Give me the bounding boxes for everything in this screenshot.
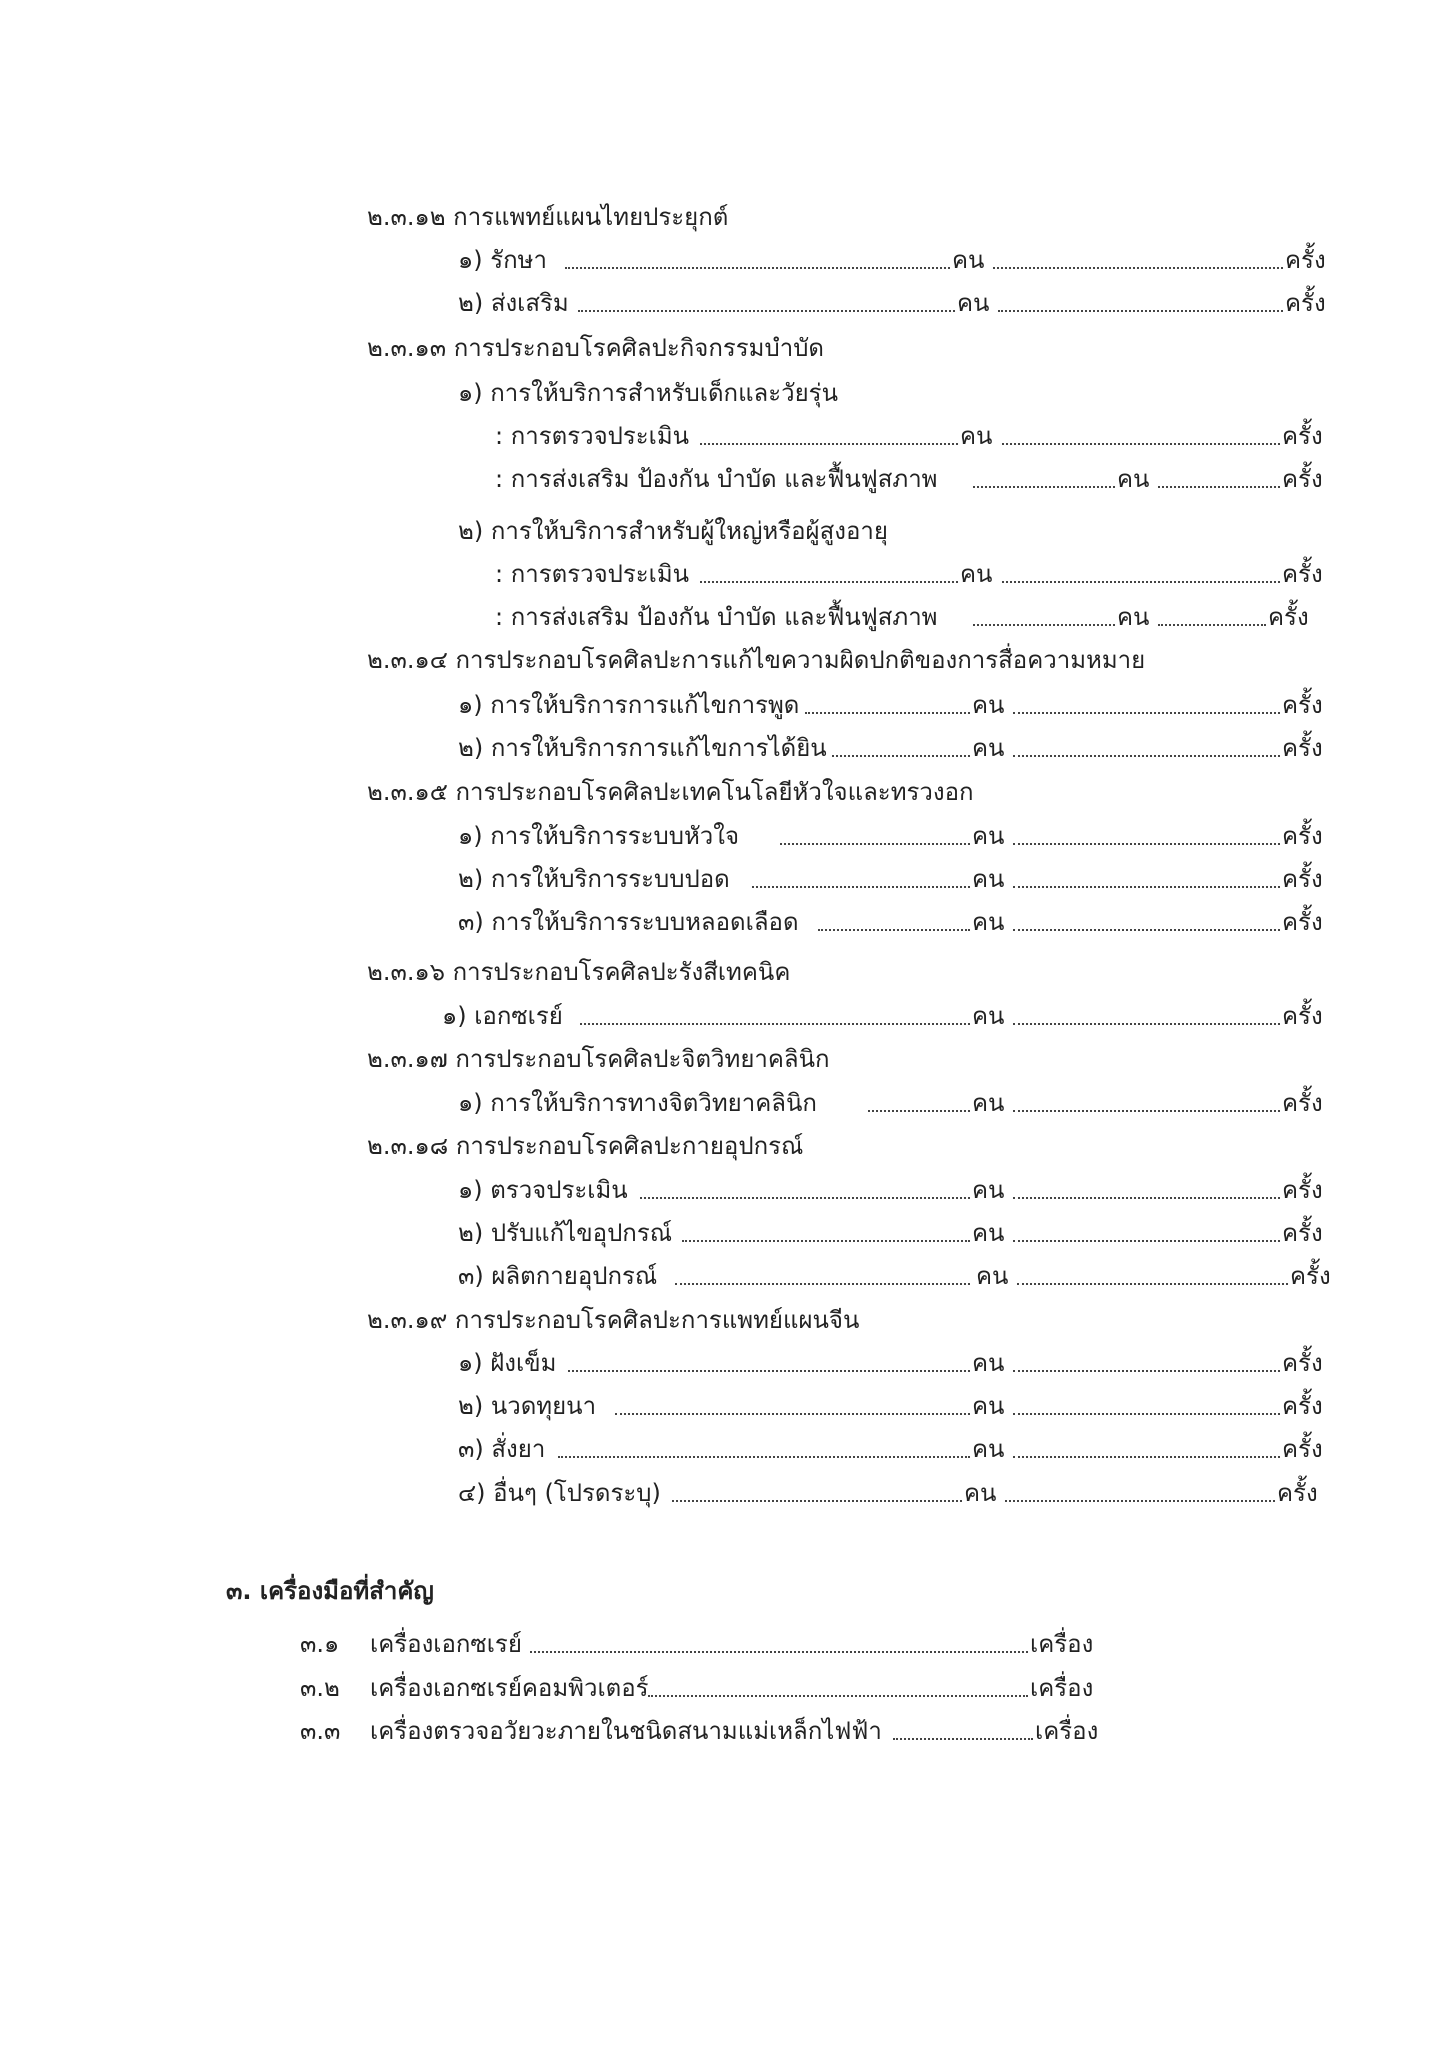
form-row — [0, 1256, 1447, 1296]
item-label: เครื่องตรวจอวัยวะภายในชนิดสนามแม่เหล็กไฟฟ้า — [370, 1717, 882, 1745]
times-count-field[interactable] — [1013, 1110, 1280, 1112]
heading-text: ๒.๓.๑๓ การประกอบโรคศิลปะกิจกรรมบำบัด — [367, 334, 825, 362]
row-label: : การตรวจประเมิน — [495, 422, 690, 450]
person-count-field[interactable] — [973, 486, 1115, 488]
form-row — [0, 902, 1447, 942]
row-label: : การส่งเสริม ป้องกัน บำบัด และฟื้นฟูสภาพ — [495, 603, 938, 631]
heading-text: ๒.๓.๑๘ การประกอบโรคศิลปะกายอุปกรณ์ — [367, 1132, 804, 1160]
person-count-field[interactable] — [558, 1456, 970, 1458]
times-unit: ครั้ง — [1282, 865, 1323, 893]
person-count-field[interactable] — [868, 1110, 970, 1112]
form-row — [0, 1083, 1447, 1123]
times-count-field[interactable] — [1158, 624, 1266, 626]
times-count-field[interactable] — [1017, 1283, 1288, 1285]
times-count-field[interactable] — [1013, 929, 1280, 931]
person-count-field[interactable] — [780, 843, 970, 845]
equipment-row — [0, 1624, 1447, 1664]
person-unit: คน — [964, 1479, 997, 1507]
times-unit: ครั้ง — [1282, 1089, 1323, 1117]
person-unit: คน — [972, 1435, 1005, 1463]
person-unit: คน — [972, 822, 1005, 850]
times-count-field[interactable] — [1013, 1240, 1280, 1242]
heading-text: ๒.๓.๑๗ การประกอบโรคศิลปะจิตวิทยาคลินิก — [367, 1045, 830, 1073]
heading-text: ๒.๓.๑๖ การประกอบโรคศิลปะรังสีเทคนิค — [367, 958, 791, 986]
form-row — [0, 816, 1447, 856]
times-unit: ครั้ง — [1282, 734, 1323, 762]
times-count-field[interactable] — [1013, 886, 1280, 888]
person-unit: คน — [976, 1262, 1009, 1290]
person-unit: คน — [960, 422, 993, 450]
times-count-field[interactable] — [993, 267, 1283, 269]
form-row — [0, 554, 1447, 594]
times-unit: ครั้ง — [1282, 1349, 1323, 1377]
machine-count-field[interactable] — [893, 1738, 1033, 1740]
person-unit: คน — [960, 560, 993, 588]
form-row — [0, 1386, 1447, 1426]
times-unit: ครั้ง — [1282, 560, 1323, 588]
person-count-field[interactable] — [805, 712, 970, 714]
times-count-field[interactable] — [1013, 843, 1280, 845]
times-unit: ครั้ง — [1282, 465, 1323, 493]
equipment-row — [0, 1668, 1447, 1708]
heading-text: ๒.๓.๑๕ การประกอบโรคศิลปะเทคโนโลยีหัวใจและทรวงอก — [367, 778, 974, 806]
form-row — [0, 1473, 1447, 1513]
times-count-field[interactable] — [1013, 1023, 1280, 1025]
times-count-field[interactable] — [1005, 1500, 1275, 1502]
times-count-field[interactable] — [1013, 712, 1280, 714]
person-count-field[interactable] — [580, 1023, 970, 1025]
row-label: ๑) การให้บริการการแก้ไขการพูด — [458, 691, 800, 719]
form-row — [0, 1343, 1447, 1383]
equipment-row — [0, 1711, 1447, 1751]
times-count-field[interactable] — [1013, 1456, 1280, 1458]
times-unit: ครั้ง — [1285, 246, 1326, 274]
form-row — [0, 1170, 1447, 1210]
item-number: ๓.๑ — [300, 1630, 340, 1658]
times-count-field[interactable] — [1002, 581, 1280, 583]
person-count-field[interactable] — [568, 1370, 970, 1372]
row-label: ๑) ฝังเข็ม — [458, 1349, 557, 1377]
item-label: เครื่องเอกซเรย์ — [370, 1630, 522, 1658]
machine-unit: เครื่อง — [1035, 1717, 1099, 1745]
times-unit: ครั้ง — [1277, 1479, 1318, 1507]
times-unit: ครั้ง — [1282, 691, 1323, 719]
times-count-field[interactable] — [1013, 1197, 1280, 1199]
times-unit: ครั้ง — [1282, 1435, 1323, 1463]
row-label: ๒) การให้บริการการแก้ไขการได้ยิน — [458, 734, 827, 762]
times-unit: ครั้ง — [1282, 422, 1323, 450]
machine-unit: เครื่อง — [1030, 1674, 1094, 1702]
row-label: ๑) ตรวจประเมิน — [458, 1176, 628, 1204]
subgroup-text: ๒) การให้บริการสำหรับผู้ใหญ่หรือผู้สูงอายุ — [458, 517, 888, 545]
row-label: ๒) ส่งเสริม — [458, 289, 569, 317]
person-unit: คน — [972, 1089, 1005, 1117]
person-count-field[interactable] — [818, 929, 970, 931]
heading-text: ๓. เครื่องมือที่สำคัญ — [226, 1577, 434, 1605]
person-count-field[interactable] — [700, 443, 958, 445]
person-unit: คน — [972, 1176, 1005, 1204]
row-label: ๑) รักษา — [458, 246, 547, 274]
person-count-field[interactable] — [578, 310, 955, 312]
times-count-field[interactable] — [1013, 1370, 1280, 1372]
row-label: ๑) เอกซเรย์ — [442, 1002, 563, 1030]
person-count-field[interactable] — [832, 755, 970, 757]
times-unit: ครั้ง — [1290, 1262, 1331, 1290]
form-row — [0, 1429, 1447, 1469]
person-count-field[interactable] — [615, 1413, 970, 1415]
form-row — [0, 859, 1447, 899]
form-row — [0, 283, 1447, 323]
person-count-field[interactable] — [682, 1240, 970, 1242]
person-unit: คน — [972, 1349, 1005, 1377]
heading-text: ๒.๓.๑๒ การแพทย์แผนไทยประยุกต์ — [367, 203, 729, 231]
heading-text: ๒.๓.๑๙ การประกอบโรคศิลปะการแพทย์แผนจีน — [367, 1306, 860, 1334]
machine-count-field[interactable] — [530, 1651, 1028, 1653]
subgroup-text: ๑) การให้บริการสำหรับเด็กและวัยรุ่น — [458, 379, 838, 407]
row-label: ๓) ผลิตกายอุปกรณ์ — [458, 1262, 658, 1290]
row-label: ๑) การให้บริการทางจิตวิทยาคลินิก — [458, 1089, 817, 1117]
form-row — [0, 996, 1447, 1036]
person-unit: คน — [957, 289, 990, 317]
row-label: ๓) การให้บริการระบบหลอดเลือด — [458, 908, 799, 936]
form-row — [0, 459, 1447, 499]
person-count-field[interactable] — [565, 267, 950, 269]
person-unit: คน — [1117, 465, 1150, 493]
heading-text: ๒.๓.๑๔ การประกอบโรคศิลปะการแก้ไขความผิดปกติของการสื่อความหมาย — [367, 646, 1146, 674]
person-count-field[interactable] — [672, 1500, 962, 1502]
machine-count-field[interactable] — [648, 1695, 1028, 1697]
times-count-field[interactable] — [1013, 1413, 1280, 1415]
times-unit: ครั้ง — [1282, 822, 1323, 850]
person-count-field[interactable] — [700, 581, 958, 583]
form-row — [0, 728, 1447, 768]
form-row — [0, 416, 1447, 456]
times-unit: ครั้ง — [1282, 1176, 1323, 1204]
row-label: ๓) สั่งยา — [458, 1435, 546, 1463]
row-label: ๒) การให้บริการระบบปอด — [458, 865, 730, 893]
form-row — [0, 597, 1447, 637]
times-count-field[interactable] — [1013, 755, 1280, 757]
person-unit: คน — [972, 691, 1005, 719]
person-unit: คน — [972, 734, 1005, 762]
person-unit: คน — [972, 1392, 1005, 1420]
row-label: ๔) อื่นๆ (โปรดระบุ) — [458, 1479, 661, 1507]
form-row — [0, 685, 1447, 725]
person-unit: คน — [972, 1002, 1005, 1030]
person-count-field[interactable] — [675, 1283, 970, 1285]
person-unit: คน — [972, 1219, 1005, 1247]
person-unit: คน — [972, 865, 1005, 893]
times-unit: ครั้ง — [1282, 1392, 1323, 1420]
person-count-field[interactable] — [752, 886, 970, 888]
machine-unit: เครื่อง — [1030, 1630, 1094, 1658]
times-count-field[interactable] — [1002, 443, 1280, 445]
item-number: ๓.๒ — [300, 1674, 340, 1702]
row-label: : การส่งเสริม ป้องกัน บำบัด และฟื้นฟูสภาพ — [495, 465, 938, 493]
person-unit: คน — [972, 908, 1005, 936]
row-label: ๒) นวดทุยนา — [458, 1392, 597, 1420]
times-unit: ครั้ง — [1282, 908, 1323, 936]
item-number: ๓.๓ — [300, 1717, 341, 1745]
row-label: : การตรวจประเมิน — [495, 560, 690, 588]
person-unit: คน — [1117, 603, 1150, 631]
form-row — [0, 1213, 1447, 1253]
person-count-field[interactable] — [640, 1197, 970, 1199]
person-count-field[interactable] — [973, 624, 1115, 626]
person-unit: คน — [952, 246, 985, 274]
times-unit: ครั้ง — [1268, 603, 1309, 631]
times-unit: ครั้ง — [1282, 1002, 1323, 1030]
times-unit: ครั้ง — [1282, 1219, 1323, 1247]
row-label: ๑) การให้บริการระบบหัวใจ — [458, 822, 740, 850]
row-label: ๒) ปรับแก้ไขอุปกรณ์ — [458, 1219, 672, 1247]
times-count-field[interactable] — [998, 310, 1283, 312]
times-unit: ครั้ง — [1285, 289, 1326, 317]
item-label: เครื่องเอกซเรย์คอมพิวเตอร์ — [370, 1674, 649, 1702]
times-count-field[interactable] — [1158, 486, 1280, 488]
form-row — [0, 240, 1447, 280]
